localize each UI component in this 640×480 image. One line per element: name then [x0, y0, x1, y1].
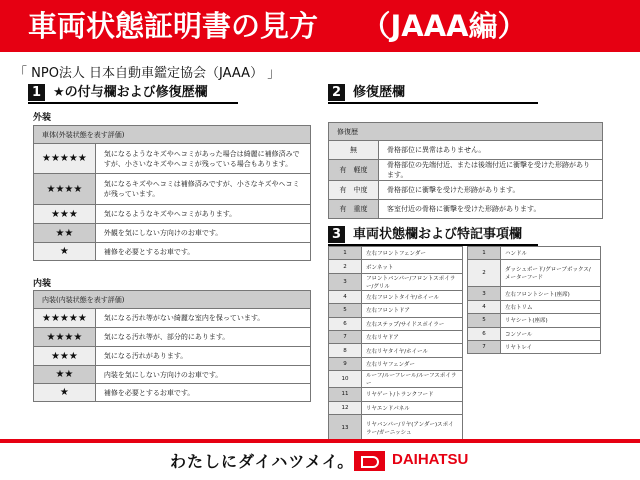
repair-level: 有 中度: [329, 181, 379, 200]
organization-label: 「 NPO法人 日本自動車鑑定協会（JAAA） 」: [14, 66, 281, 81]
repair-level: 有 重度: [329, 200, 379, 219]
rating-description: 外観を気にしない方向けのお車です。: [95, 224, 310, 243]
table-row: [468, 327, 601, 340]
table-row: [329, 304, 463, 317]
table-row: [329, 200, 603, 219]
star-rating: ★★★★: [34, 328, 96, 347]
part-name: リヤバンパー/リヤ(アンダー)スポイラー/ガーニッシュ: [362, 414, 463, 441]
table-row: [329, 141, 603, 160]
part-name: コンソール: [501, 327, 601, 340]
table-row: [468, 340, 601, 353]
repair-level: 無: [329, 141, 379, 160]
repair-level: 有 軽度: [329, 160, 379, 181]
star-rating: ★★: [34, 366, 96, 384]
star-rating: ★★: [34, 224, 96, 243]
table-row: [329, 388, 463, 401]
part-number: 12: [329, 401, 362, 414]
interior-label: 内装: [33, 279, 52, 289]
table-row: [329, 160, 603, 181]
exterior-label: 外装: [33, 113, 52, 123]
page-title: 車両状態証明書の見方 （JAAA編）: [0, 0, 640, 52]
rating-description: 気になる汚れがあります。: [95, 347, 310, 366]
brand-name: DAIHATSU: [392, 451, 469, 468]
part-name: フロントバンパー/フロントスポイラー/グリル: [362, 273, 463, 290]
daihatsu-logo-icon: [354, 451, 385, 471]
part-name: 左右フロントタイヤ/ホイール: [362, 290, 463, 303]
table-row: [468, 287, 601, 300]
table-row: [329, 330, 463, 343]
part-name: ダッシュボード/グローブボックス/メーターフード: [501, 260, 601, 287]
star-rating: ★★★★: [34, 174, 96, 205]
rating-description: 補修を必要とするお車です。: [95, 384, 310, 402]
table-row: [468, 300, 601, 313]
rating-description: 気になる汚れ等が、部分的にあります。: [95, 328, 310, 347]
section-1-heading: [28, 84, 238, 104]
rating-description: 気になるキズやヘコミは補修済みですが、小さなキズやヘコミが残っています。: [95, 174, 310, 205]
table-row: [468, 247, 601, 260]
part-name: 左右トリム: [501, 300, 601, 313]
footer-divider: [0, 439, 640, 443]
exterior-table: [33, 125, 311, 261]
slogan-logo: わたしにダイハツメイ。: [170, 452, 355, 471]
part-number: 3: [329, 273, 362, 290]
section-number: 2: [328, 84, 345, 101]
part-name: リヤエンドパネル: [362, 401, 463, 414]
table-row: [468, 314, 601, 327]
part-number: 3: [468, 287, 501, 300]
table-row: [34, 243, 311, 261]
table-row: [329, 344, 463, 357]
part-name: 左右ステップ/サイドスポイラー: [362, 317, 463, 330]
section-number: 3: [328, 226, 345, 243]
table-row: [329, 414, 463, 441]
rating-description: 内装を気にしない方向けのお車です。: [95, 366, 310, 384]
part-name: ハンドル: [501, 247, 601, 260]
star-rating: ★★★: [34, 347, 96, 366]
table-row: [34, 309, 311, 328]
part-number: 1: [468, 247, 501, 260]
part-number: 5: [468, 314, 501, 327]
star-rating: ★★★★★: [34, 144, 96, 174]
part-number: 1: [329, 247, 362, 260]
table-row: [34, 347, 311, 366]
repair-description: 骨格部位に異常はありません。: [379, 141, 603, 160]
star-rating: ★★★★★: [34, 309, 96, 328]
exterior-parts-table: [328, 246, 463, 442]
part-number: 6: [329, 317, 362, 330]
repair-description: 客室付近の骨格に衝撃を受けた形跡があります。: [379, 200, 603, 219]
part-number: 7: [329, 330, 362, 343]
table-row: [329, 247, 463, 260]
part-number: 11: [329, 388, 362, 401]
table-header: 内装(内装状態を表す評価): [34, 291, 311, 309]
repair-description: 骨格部位の先端付近、または後端付近に衝撃を受けた形跡があります。: [379, 160, 603, 181]
part-number: 13: [329, 414, 362, 441]
table-header: 車体(外装状態を表す評価): [34, 126, 311, 144]
star-rating: ★★★: [34, 205, 96, 224]
star-rating: ★: [34, 384, 96, 402]
part-number: 4: [329, 290, 362, 303]
part-number: 7: [468, 340, 501, 353]
part-name: 左右リヤフェンダー: [362, 357, 463, 370]
part-name: ボンネット: [362, 260, 463, 273]
table-row: [468, 260, 601, 287]
part-name: 左右フロントフェンダー: [362, 247, 463, 260]
interior-table: [33, 290, 311, 402]
table-row: [329, 371, 463, 388]
rating-description: 補修を必要とするお車です。: [95, 243, 310, 261]
table-row: [34, 144, 311, 174]
table-row: [34, 205, 311, 224]
part-number: 9: [329, 357, 362, 370]
part-name: 左右リヤドア: [362, 330, 463, 343]
part-number: 4: [468, 300, 501, 313]
section-2-heading: [328, 84, 538, 104]
rating-description: 気になるようなキズやヘコミがあった場合は綺麗に補修済みですが、小さいなキズやヘコミが残っている場合もあります。: [95, 144, 310, 174]
section-number: 1: [28, 84, 45, 101]
table-row: [34, 384, 311, 402]
part-name: 左右フロントドア: [362, 304, 463, 317]
table-header: 修復歴: [329, 123, 603, 141]
repair-history-table: [328, 122, 603, 219]
part-number: 10: [329, 371, 362, 388]
table-row: [329, 357, 463, 370]
section-3-heading: [328, 226, 538, 246]
section-title: 修復歴欄: [353, 85, 406, 100]
table-header-row: [34, 291, 311, 309]
table-row: [34, 366, 311, 384]
part-name: リヤトレイ: [501, 340, 601, 353]
part-number: 2: [468, 260, 501, 287]
part-name: 左右フロントシート(座席): [501, 287, 601, 300]
table-row: [329, 290, 463, 303]
table-header-row: [329, 123, 603, 141]
part-number: 5: [329, 304, 362, 317]
table-row: [34, 328, 311, 347]
table-header-row: [34, 126, 311, 144]
star-rating: ★: [34, 243, 96, 261]
table-row: [329, 260, 463, 273]
interior-parts-table: [467, 246, 601, 354]
section-title: ★の付与欄および修復歴欄: [53, 85, 208, 100]
table-row: [329, 401, 463, 414]
part-name: リヤゲート/トランクフード: [362, 388, 463, 401]
part-number: 8: [329, 344, 362, 357]
repair-description: 骨格部位に衝撃を受けた形跡があります。: [379, 181, 603, 200]
table-row: [329, 317, 463, 330]
table-row: [34, 224, 311, 243]
part-name: ルーフ/ルーフレール/ルーフスポイラー: [362, 371, 463, 388]
part-number: 2: [329, 260, 362, 273]
table-row: [34, 174, 311, 205]
table-row: [329, 181, 603, 200]
section-title: 車両状態欄および特記事項欄: [353, 227, 523, 242]
part-number: 6: [468, 327, 501, 340]
part-name: リヤシート(座席): [501, 314, 601, 327]
table-row: [329, 273, 463, 290]
rating-description: 気になる汚れ等がない綺麗な室内を保っています。: [95, 309, 310, 328]
rating-description: 気になるようなキズやヘコミがあります。: [95, 205, 310, 224]
part-name: 左右リヤタイヤ/ホイール: [362, 344, 463, 357]
